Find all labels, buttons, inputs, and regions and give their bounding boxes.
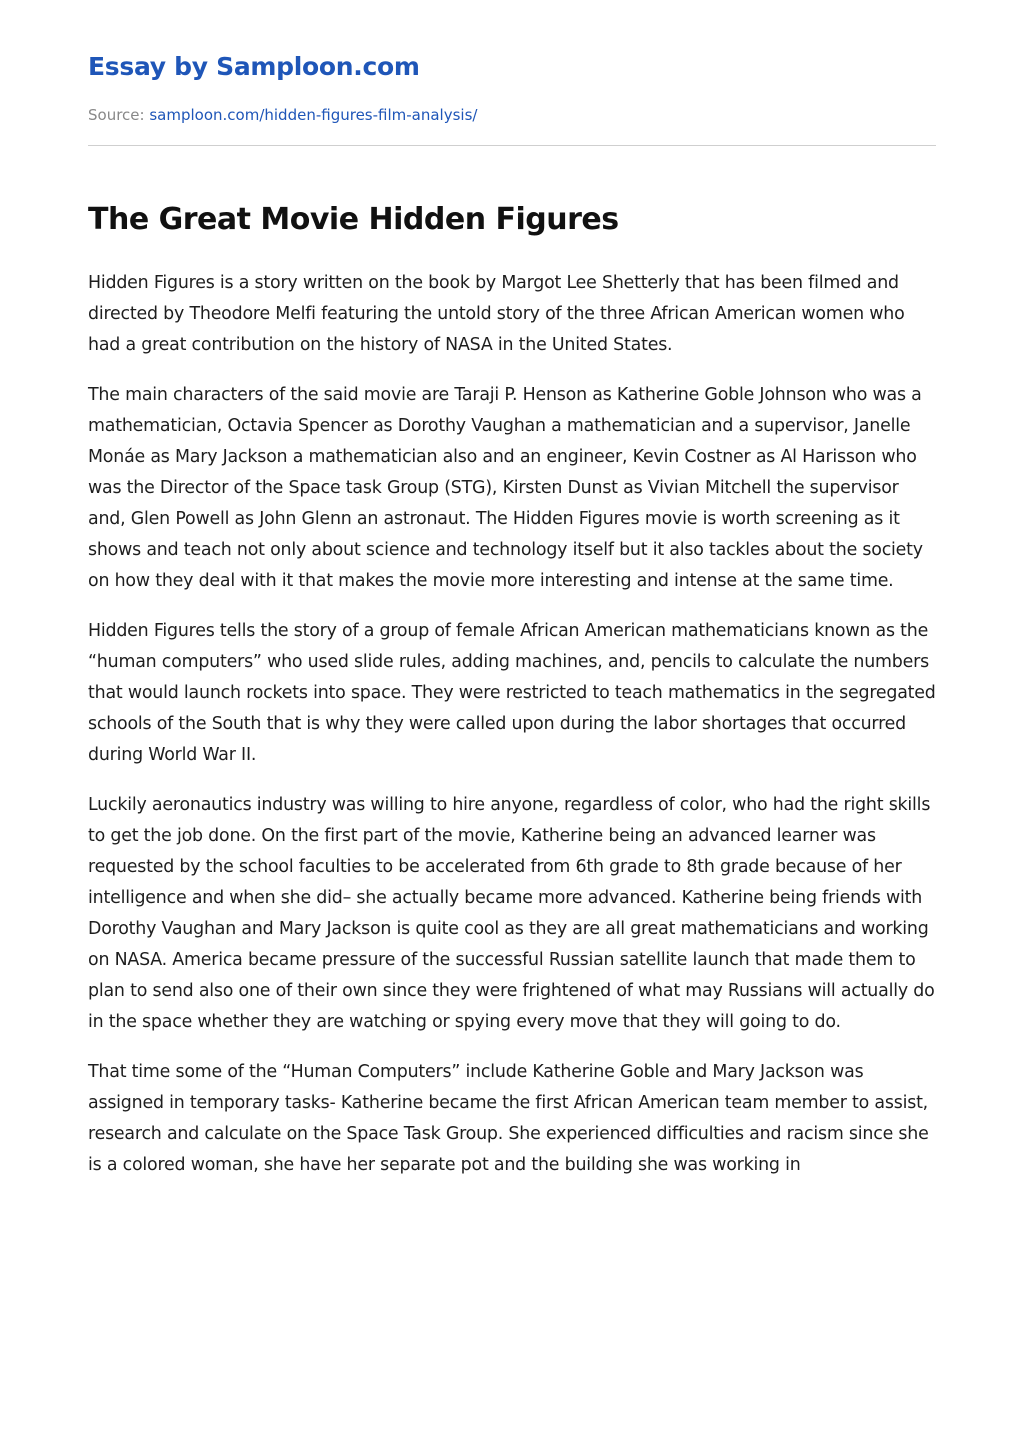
essay-title: The Great Movie Hidden Figures <box>88 202 619 237</box>
source-line <box>88 106 477 124</box>
source-label: Source: <box>88 106 145 124</box>
essay-paragraph: That time some of the “Human Computers” include Katherine Goble and Mary Jackson was assigned in temporary tasks- Katherine became the first African American team member to assist, research and calculate on the Space Task Group. She experienced difficulties and racism since she is a colored woman, she have her separate pot and the building she was working in <box>88 1062 929 1175</box>
essay-paragraph: Hidden Figures tells the story of a group of female African American mathematicians known as the “human computers” who used slide rules, adding machines, and, pencils to calculate the numbers that would launch rockets into space. They were restricted to teach mathematics in the segregated schools of the South that is why they were called upon during the labor shortages that occurred during World War II. <box>88 621 936 765</box>
essay-body <box>88 268 936 1200</box>
essay-paragraph: Luckily aeronautics industry was willing to hire anyone, regardless of color, who had the right skills to get the job done. On the first part of the movie, Katherine being an advanced learner was requested by the school faculties to be accelerated from 6th grade to 8th grade because of her intelligence and when she did– she actually became more advanced. Katherine being friends with Dorothy Vaughan and Mary Jackson is quite cool as they are all great mathematicians and working on NASA. America became pressure of the successful Russian satellite launch that made them to plan to send also one of their own since they were frightened of what may Russians will actually do in the space whether they are watching or spying every move that they will going to do. <box>88 795 935 1032</box>
source-link[interactable]: samploon.com/hidden-figures-film-analysis/ <box>149 106 478 124</box>
site-brand-title[interactable]: Essay by Samploon.com <box>88 52 420 81</box>
essay-paragraph: The main characters of the said movie are Taraji P. Henson as Katherine Goble Johnson who was a mathematician, Octavia Spencer as Dorothy Vaughan a mathematician and a supervisor, Janelle Monáe as Mary Jackson a mathematician also and an engineer, Kevin Costner as Al Harisson who was the Director of the Space task Group (STG), Kirsten Dunst as Vivian Mitchell the supervisor and, Glen Powell as John Glenn an astronaut. The Hidden Figures movie is worth screening as it shows and teach not only about science and technology itself but it also tackles about the society on how they deal with it that makes the movie more interesting and intense at the same time. <box>88 385 923 591</box>
header-divider <box>88 145 936 146</box>
essay-paragraph: Hidden Figures is a story written on the book by Margot Lee Shetterly that has been filmed and directed by Theodore Melfi featuring the untold story of the three African American women who had a great contribution on the history of NASA in the United States. <box>88 273 905 355</box>
